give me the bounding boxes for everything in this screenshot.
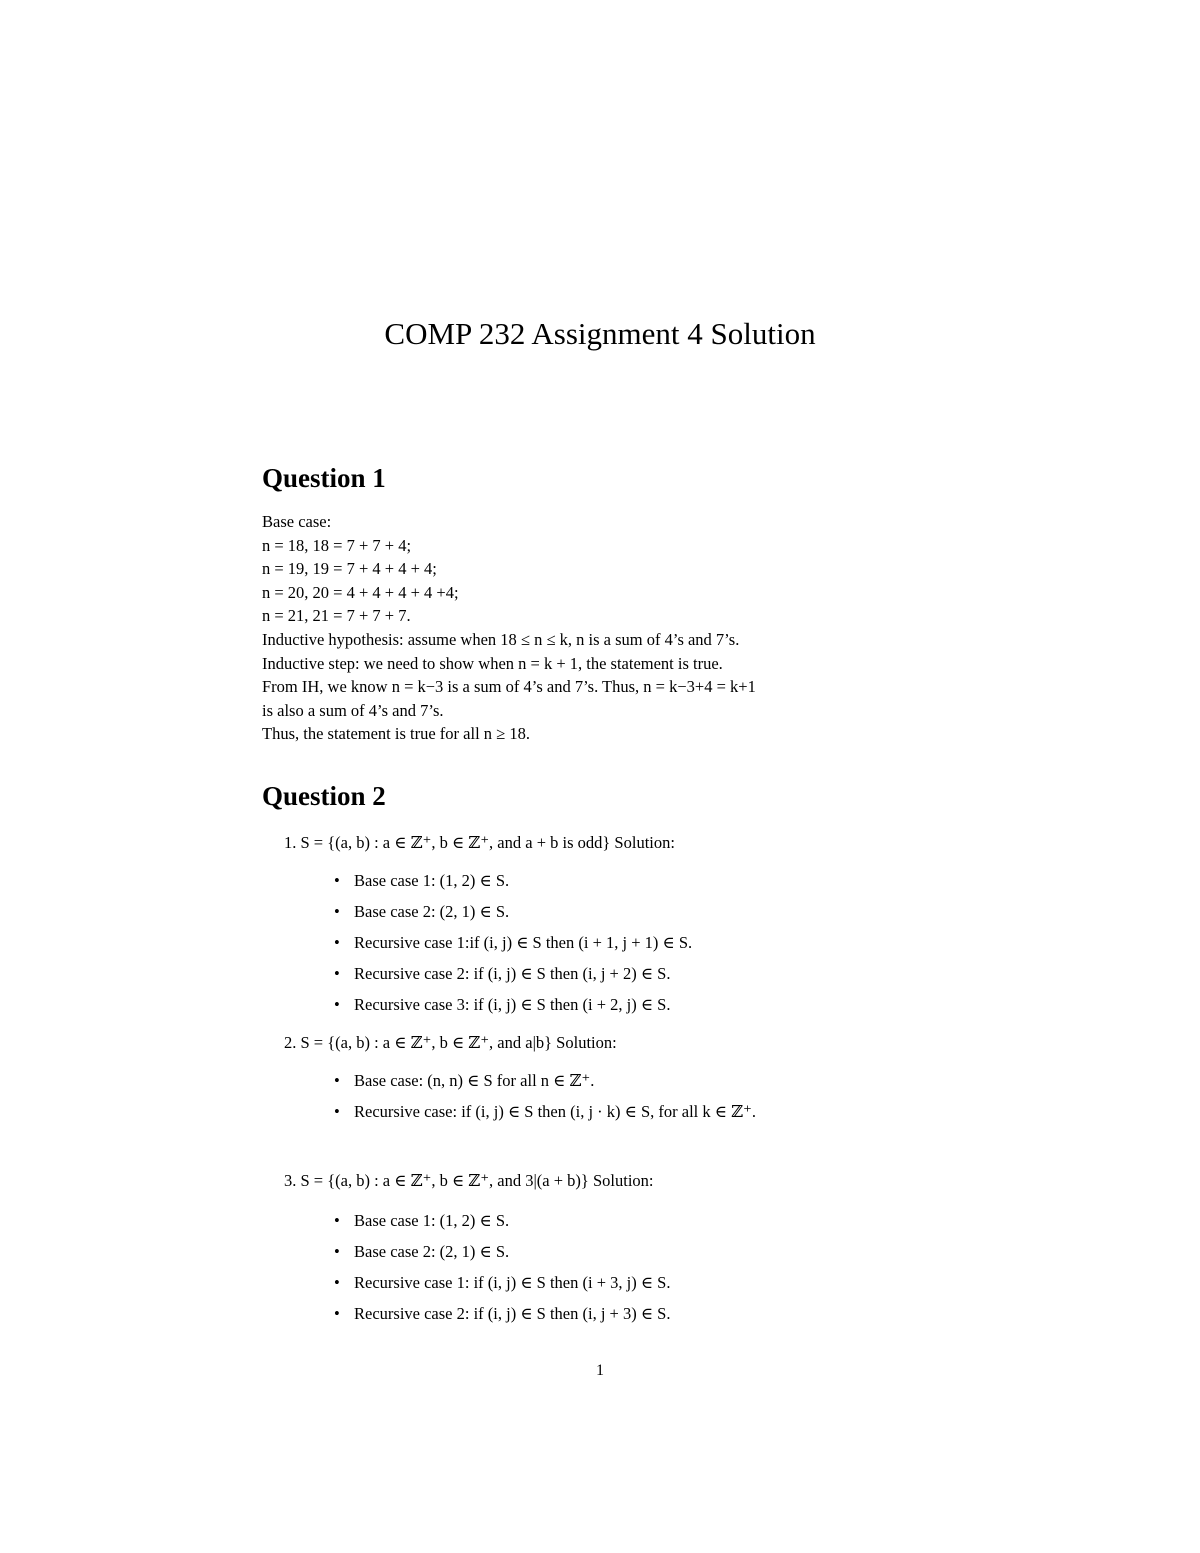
q1-line: n = 21, 21 = 7 + 7 + 7. [262,606,411,626]
q1-line: is also a sum of 4’s and 7’s. [262,700,444,720]
question-2-heading: Question 2 [262,781,386,811]
question-1-body [262,510,942,746]
list-item: • Base case 2: (2, 1) ∈ S. [334,1241,934,1272]
list-item: • Recursive case 1: if (i, j) ∈ S then (i + 3, j) ∈ S. [334,1272,934,1303]
q2-item-2: 2. S = {(a, b) : a ∈ ℤ⁺, b ∈ ℤ⁺, and a|b} Solution: [284,1033,617,1052]
q2-item-2-bullets [334,1070,934,1132]
list-item: • Recursive case: if (i, j) ∈ S then (i, j · k) ∈ S, for all k ∈ ℤ⁺. [334,1101,934,1132]
q1-line: From IH, we know n = k−3 is a sum of 4’s and 7’s. Thus, n = k−3+4 = k+1 [262,677,756,697]
q1-line: Thus, the statement is true for all n ≥ 18. [262,724,530,744]
list-item: • Recursive case 3: if (i, j) ∈ S then (i + 2, j) ∈ S. [334,994,934,1025]
q1-line: Inductive hypothesis: assume when 18 ≤ n ≤ k, n is a sum of 4’s and 7’s. [262,629,740,649]
page-title: COMP 232 Assignment 4 Solution [384,316,816,351]
q1-line: Base case: [262,512,332,531]
q2-item-1-bullets [334,870,934,1025]
list-item: • Recursive case 1:if (i, j) ∈ S then (i + 1, j + 1) ∈ S. [334,932,934,963]
q2-item-3-bullets [334,1210,934,1334]
question-1-heading: Question 1 [262,463,386,493]
q1-line: n = 20, 20 = 4 + 4 + 4 + 4 +4; [262,582,459,602]
q2-item-3: 3. S = {(a, b) : a ∈ ℤ⁺, b ∈ ℤ⁺, and 3|(a + b)} Solution: [284,1171,654,1190]
list-item: • Base case 1: (1, 2) ∈ S. [334,870,934,901]
list-item: • Base case 2: (2, 1) ∈ S. [334,901,934,932]
list-item: • Recursive case 2: if (i, j) ∈ S then (i, j + 3) ∈ S. [334,1303,934,1334]
q1-line: n = 18, 18 = 7 + 7 + 4; [262,535,412,555]
q1-line: n = 19, 19 = 7 + 4 + 4 + 4; [262,559,437,579]
q1-line: Inductive step: we need to show when n = k + 1, the statement is true. [262,653,723,673]
page-number: 1 [596,1362,604,1379]
list-item: • Recursive case 2: if (i, j) ∈ S then (i, j + 2) ∈ S. [334,963,934,994]
q2-item-1: 1. S = {(a, b) : a ∈ ℤ⁺, b ∈ ℤ⁺, and a + b is odd} Solution: [284,833,675,852]
list-item: • Base case: (n, n) ∈ S for all n ∈ ℤ⁺. [334,1070,934,1101]
list-item: • Base case 1: (1, 2) ∈ S. [334,1210,934,1241]
